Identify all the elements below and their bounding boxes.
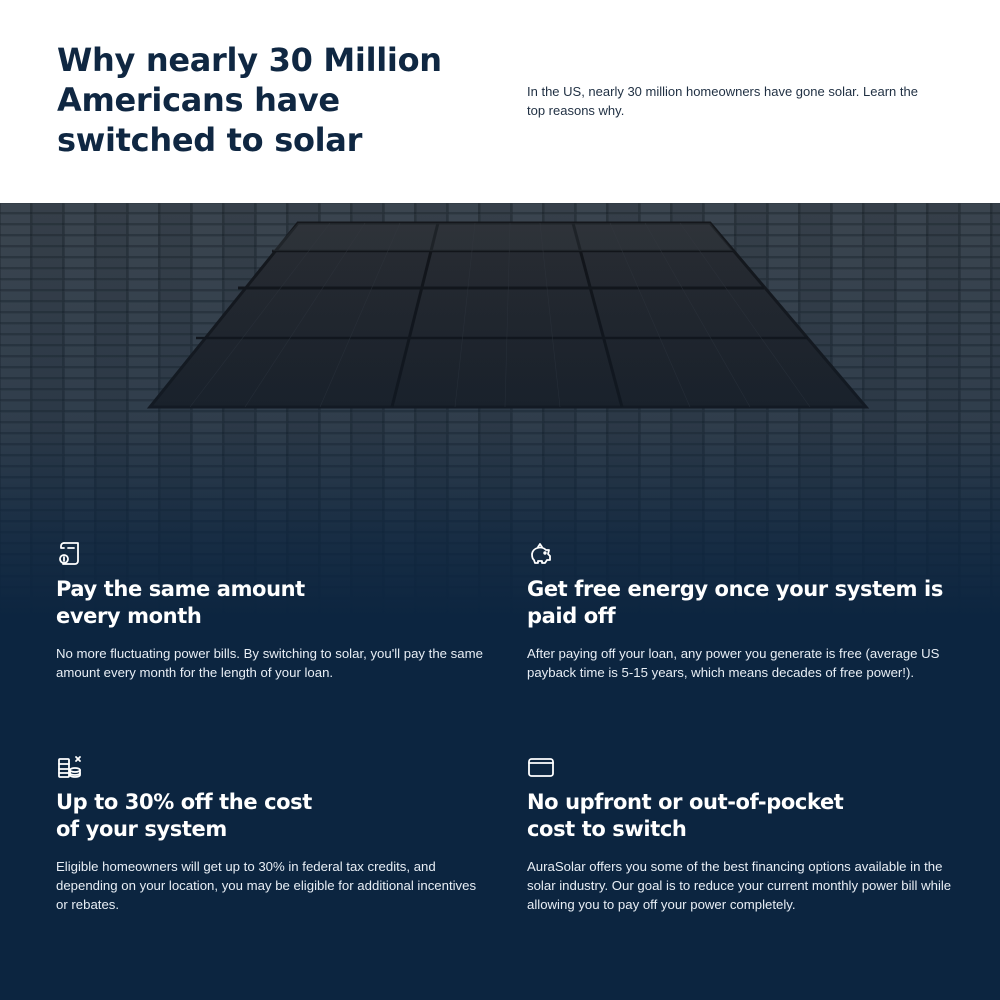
- feature-tax-credit: [56, 753, 486, 914]
- piggy-bank-icon: [527, 540, 555, 568]
- feature-free-energy: [527, 540, 967, 682]
- intro-text: In the US, nearly 30 million homeowners have gone solar. Learn the top reasons why.: [527, 84, 918, 118]
- feature-body: AuraSolar offers you some of the best financing options available in the solar industry. Our goal is to reduce your current monthly power bill while allowing you to pay off your power completely.: [527, 859, 952, 912]
- feature-body: Eligible homeowners will get up to 30% in federal tax credits, and depending on your location, you may be eligible for additional incentives or rebates.: [56, 859, 477, 912]
- intro-section: [0, 0, 1000, 203]
- feature-fixed-payment: [56, 540, 486, 682]
- coins-icon: [56, 753, 84, 781]
- feature-body: No more fluctuating power bills. By switching to solar, you'll pay the same amount every month for the length of your loan.: [56, 646, 483, 680]
- feature-title: No upfront or out-of-pocket cost to switch: [527, 790, 844, 841]
- bill-icon: [56, 540, 84, 568]
- feature-body: After paying off your loan, any power you generate is free (average US payback time is 5-15 years, which means decades of free power!).: [527, 646, 940, 680]
- feature-title: Up to 30% off the cost of your system: [56, 790, 312, 841]
- feature-no-upfront-cost: [527, 753, 967, 914]
- feature-title: Pay the same amount every month: [56, 577, 305, 628]
- feature-title: Get free energy once your system is paid off: [527, 577, 943, 628]
- wallet-icon: [527, 753, 555, 781]
- page-headline: Why nearly 30 Million Americans have switched to solar: [57, 41, 442, 159]
